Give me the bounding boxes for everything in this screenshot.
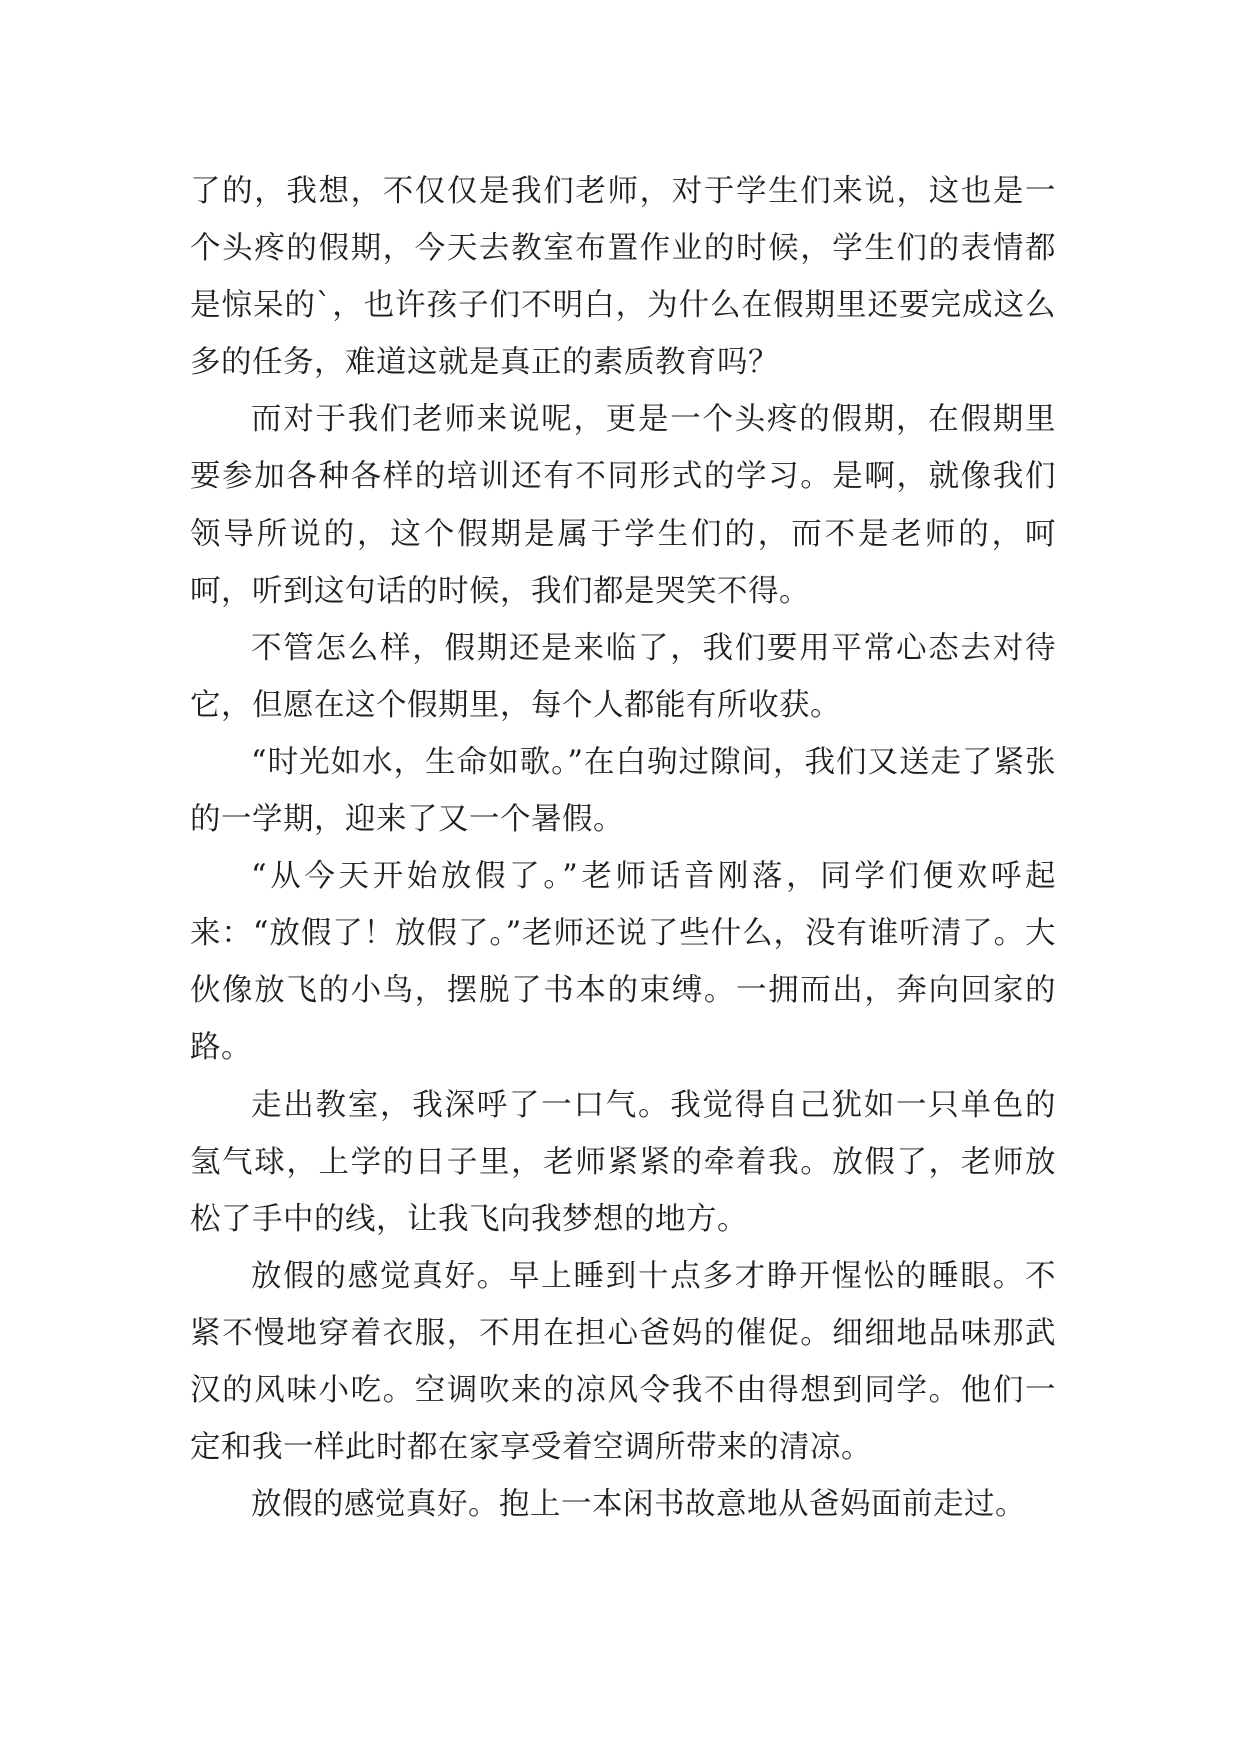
document-body <box>190 163 1056 1533</box>
paragraph-8: 放假的感觉真好。抱上一本闲书故意地从爸妈面前走过。 <box>251 1487 1026 1523</box>
paragraph-4: “时光如水，生命如歌。”在白驹过隙间，我们又送走了紧张的一学期，迎来了又一个暑假。 <box>190 744 1056 838</box>
paragraph-1: 了的，我想，不仅仅是我们老师，对于学生们来说，这也是一个头疼的假期，今天去教室布置作业的时候，学生们的表情都是惊呆的`，也许孩子们不明白，为什么在假期里还要完成这么多的任务，难道这就是真正的素质教育吗？ <box>190 174 1056 381</box>
paragraph-7: 放假的感觉真好。早上睡到十点多才睁开惺忪的睡眼。不紧不慢地穿着衣服，不用在担心爸妈的催促。细细地品味那武汉的风味小吃。空调吹来的凉风令我不由得想到同学。他们一定和我一样此时都在家享受着空调所带来的清凉。 <box>190 1258 1056 1466</box>
paragraph-2: 而对于我们老师来说呢，更是一个头疼的假期，在假期里要参加各种各样的培训还有不同形式的学习。是啊，就像我们领导所说的，这个假期是属于学生们的，而不是老师的，呵呵，听到这句话的时候，我们都是哭笑不得。 <box>190 402 1056 609</box>
paragraph-5: “从今天开始放假了。”老师话音刚落，同学们便欢呼起来：“放假了！放假了。”老师还说了些什么，没有谁听清了。大伙像放飞的小鸟，摆脱了书本的束缚。一拥而出，奔向回家的路。 <box>190 859 1056 1066</box>
paragraph-6: 走出教室，我深呼了一口气。我觉得自己犹如一只单色的氢气球，上学的日子里，老师紧紧的牵着我。放假了，老师放松了手中的线，让我飞向我梦想的地方。 <box>190 1087 1056 1237</box>
paragraph-3: 不管怎么样，假期还是来临了，我们要用平常心态去对待它，但愿在这个假期里，每个人都能有所收获。 <box>190 630 1056 723</box>
